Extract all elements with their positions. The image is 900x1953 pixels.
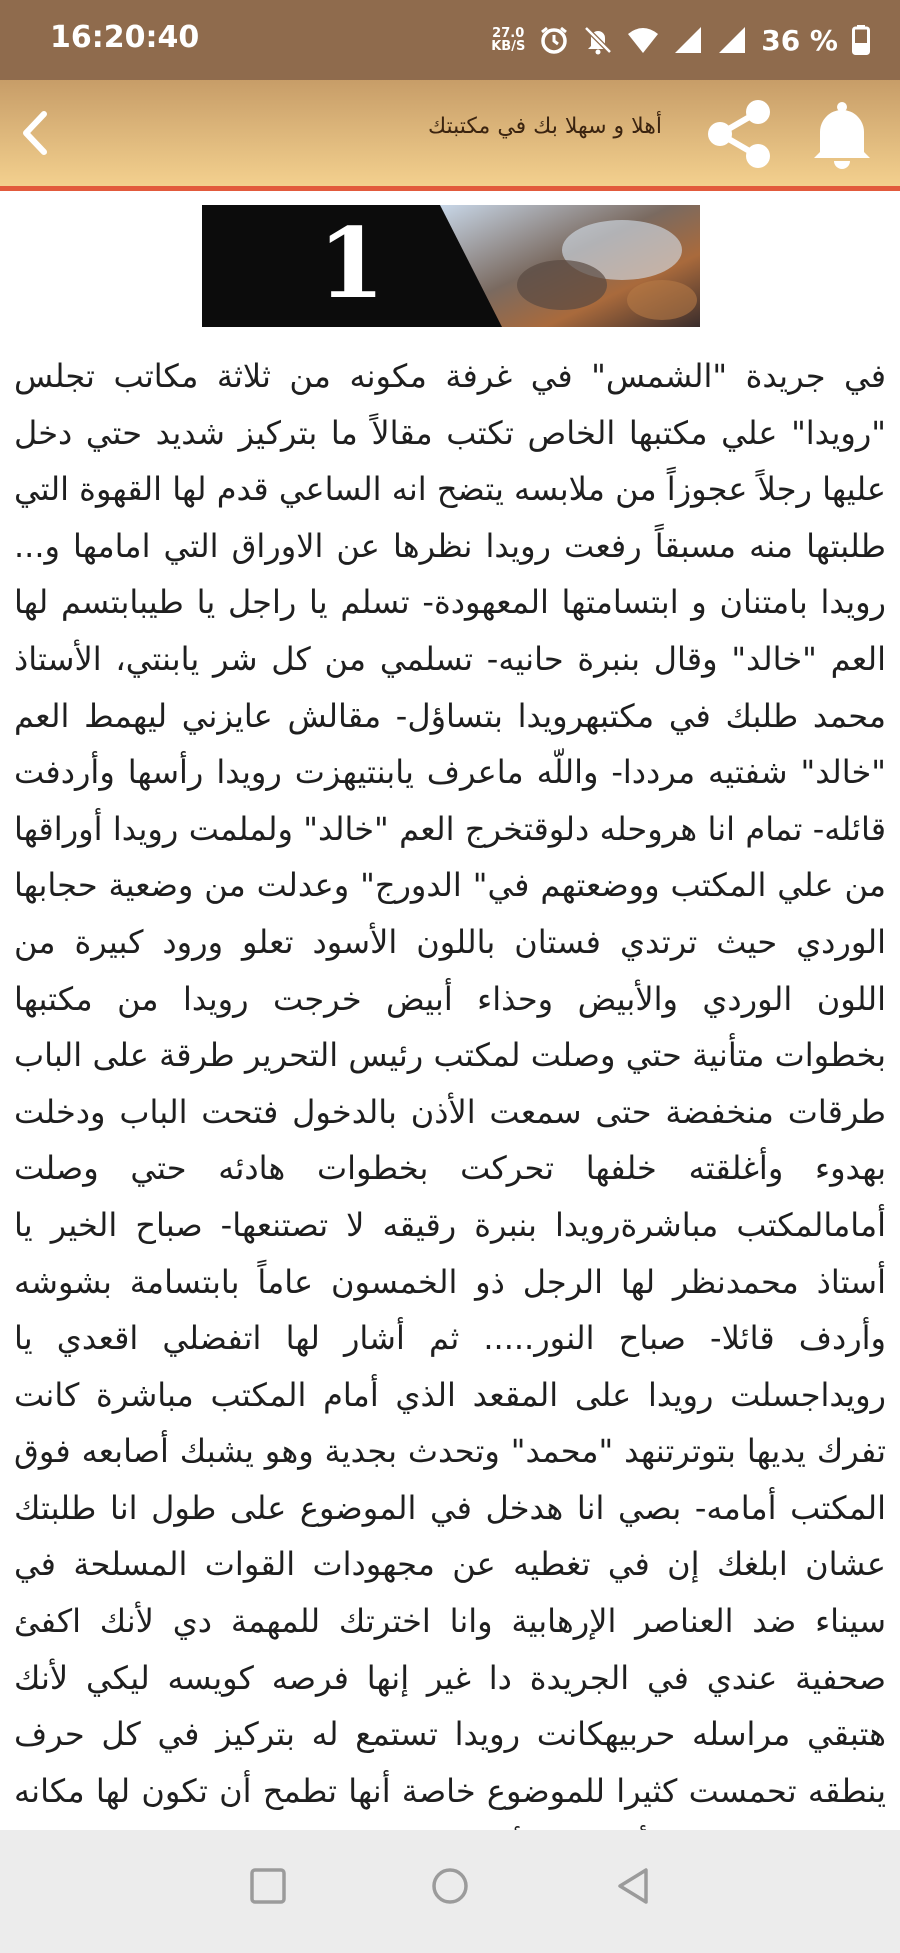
mute-icon (583, 25, 613, 55)
status-bar (0, 0, 900, 80)
signal-icon (717, 26, 747, 54)
battery-icon (852, 25, 870, 55)
home-circle-icon[interactable] (430, 1866, 470, 1906)
nav-bar (0, 1830, 900, 1953)
back-triangle-icon[interactable] (614, 1866, 654, 1906)
recents-square-icon[interactable] (248, 1866, 288, 1906)
chapter-number: 1 (318, 207, 385, 320)
signal-icon (673, 26, 703, 54)
banner-photo (202, 205, 700, 327)
back-chevron-icon[interactable] (18, 108, 52, 158)
status-time: 16:20:40 (50, 20, 200, 55)
share-icon[interactable] (700, 94, 780, 174)
bell-icon[interactable] (810, 98, 874, 170)
battery-percent: 36 % (761, 23, 838, 57)
article-text[interactable]: في جريدة "الشمس" في غرفة مكونه من ثلاثة مكاتب تجلس "رويدا" علي مكتبها الخاص تكتب مقالاً ما بتركيز شديد حتي دخل عليها رجلاً عجوزاً من ملابسه يتضح انه الساعي قدم لها القهوة التي طلبتها منه مسبقاً رفعت رويدا نظرها عن الاوراق التي امامها و... رويدا بامتنان و ابتسامتها المعهودة- تسلم يا راجل يا طيبابتسم لها العم "خالد" وقال بنبرة حانيه- تسلمي من كل شر يابنتي، الأستاذ محمد طلبك في مكتبهرويدا بتساؤل- مقالش عايزني ليهمط العم "خالد" شفتيه مرددا- واللّه ماعرف يابنتيهزت رويدا رأسها وأردفت قائله- تمام انا هروحله دلوقتخرج العم "خالد" ولملمت رويدا أوراقها من علي المكتب ووضعتهم في" الدورج" وعدلت من وضعية حجابها الوردي حيث ترتدي فستان باللون الأسود تعلو ورود كبيرة من اللون الوردي والأبيض وحذاء أبيض خرجت رويدا من مكتبها بخطوات متأنية حتي وصلت لمكتب رئيس التحرير طرقة على الباب طرقات منخفضة حتى سمعت الأذن بالدخول فتحت الباب ودخلت بهدوء وأغلقته خلفها تحركت بخطوات هادئه حتي وصلت أمامالمكتب مباشرةرويدا بنبرة رقيقه لا تصتنعها- صباح الخير يا أستاذ محمدنظر لها الرجل ذو الخمسون عاماً بابتسامة بشوشه وأردف قائلا- صباح النور..... ثم أشار لها اتفضلي اقعدي يا رويداجسلت رويدا على المقعد الذي أمام المكتب مباشرة كانت تفرك يديها بتوترتنهد "محمد" وتحدث بجدية وهو يشبك أصابعه فوق المكتب أمامه- بصي انا هدخل في الموضوع على طول انا طلبتك عشان ابلغك إن في تغطيه عن مجهودات القوات المسلحة في سيناء ضد العناصر الإرهابية وانا اخترتك للمهمة دي لأنك اكفئ صحفية عندي في الجريدة دا غير إنها فرصه كويسه ليكي لأنك هتبقي مراسله حربيهكانت رويدا تستمع له بتركيز في كل حرف ينطقه تحمست كثيرا للموضوع خاصة أنها تطمح أن تكون لها مكانه (14, 357, 886, 1810)
wifi-icon (627, 26, 659, 54)
status-icons (491, 18, 870, 62)
chapter-banner (202, 205, 700, 327)
network-speed: 27.0 KB/S (491, 26, 526, 54)
alarm-icon (539, 25, 569, 55)
app-bar (0, 80, 900, 191)
app-title: أهلا و سهلا بك في مكتبتك (427, 114, 662, 139)
